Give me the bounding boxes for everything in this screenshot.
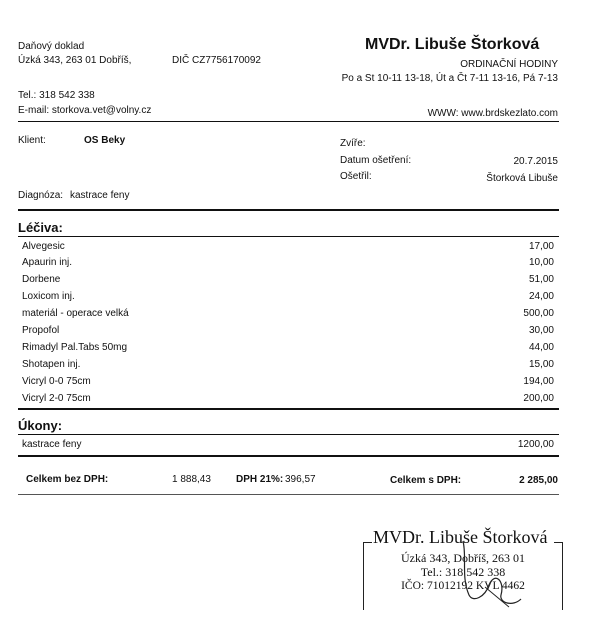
clinic-email: E-mail: storkova.vet@volny.cz [18, 105, 152, 116]
vat-amount: 396,57 [285, 474, 316, 485]
medicines-title-underline [18, 236, 559, 237]
diagnosis-value: kastrace feny [70, 190, 130, 201]
medicine-row [22, 308, 554, 321]
medicines-divider [18, 408, 559, 410]
medicine-price: 15,00 [528, 359, 554, 370]
medicine-name: Propofol [22, 325, 60, 336]
medicine-name: Loxicom inj. [22, 291, 75, 302]
medicine-row [22, 376, 554, 389]
stamp-id: IČO: 71012192 KVL 4462 [401, 580, 525, 592]
animal-label: Zvíře: [340, 138, 366, 149]
medicine-name: Alvegesic [22, 241, 65, 252]
procedures-title-underline [18, 434, 559, 435]
totals-divider [18, 494, 559, 495]
treatment-date-label: Datum ošetření: [340, 155, 412, 166]
medicine-name: Vicryl 2-0 75cm [22, 393, 91, 404]
clinic-stamp [363, 527, 563, 611]
client-divider [18, 209, 559, 211]
stamp-address: Úzká 343, Dobříš, 263 01 [401, 551, 525, 565]
medicine-row [22, 342, 554, 355]
client-name: OS Beky [84, 135, 126, 146]
procedure-name: kastrace feny [22, 439, 82, 450]
stamp-name: MVDr. Libuše Štorková [373, 527, 548, 547]
signature-icon [455, 537, 535, 611]
clinic-address: Úzká 343, 263 01 Dobříš, [18, 55, 132, 66]
office-hours-title: ORDINAČNÍ HODINY [460, 59, 558, 70]
medicine-name: Vicryl 0-0 75cm [22, 376, 91, 387]
document-type: Daňový doklad [18, 41, 85, 52]
clinic-phone: Tel.: 318 542 338 [18, 90, 95, 101]
treatment-date: 20.7.2015 [513, 156, 558, 167]
medicine-row [22, 291, 554, 304]
procedure-row [22, 439, 554, 452]
medicines-title: Léčiva: [18, 220, 63, 235]
medicine-name: materiál - operace velká [22, 308, 129, 319]
medicine-price: 10,00 [528, 257, 554, 268]
tax-id: DIČ CZ7756170092 [172, 55, 261, 66]
medicine-price: 51,00 [528, 274, 554, 285]
diagnosis-label: Diagnóza: [18, 190, 64, 201]
total-without-vat-label: Celkem bez DPH: [26, 474, 109, 485]
office-hours: Po a St 10-11 13-18, Út a Čt 7-11 13-16, Pá 7-13 [341, 73, 558, 84]
medicine-price: 44,00 [528, 342, 554, 353]
header-divider [18, 121, 559, 122]
stamp-phone: Tel.: 318 542 338 [420, 565, 506, 579]
medicine-row [22, 257, 554, 270]
procedures-divider [18, 455, 559, 457]
medicine-row [22, 241, 554, 254]
medicine-name: Shotapen inj. [22, 359, 81, 370]
procedures-title: Úkony: [18, 418, 63, 433]
medicine-price: 194,00 [523, 376, 554, 387]
medicine-price: 200,00 [523, 393, 554, 404]
clinic-name: MVDr. Libuše Štorková [365, 36, 540, 53]
total-without-vat: 1 888,43 [172, 474, 211, 485]
medicine-row [22, 359, 554, 372]
medicine-price: 17,00 [528, 241, 554, 252]
clinic-website: WWW: www.brdskezlato.com [427, 108, 558, 119]
medicine-price: 500,00 [523, 308, 554, 319]
total-with-vat-label: Celkem s DPH: [390, 475, 462, 486]
treated-by-label: Ošetřil: [340, 171, 372, 182]
medicine-name: Dorbene [22, 274, 61, 285]
treated-by: Štorková Libuše [486, 173, 558, 184]
medicine-price: 24,00 [528, 291, 554, 302]
total-with-vat: 2 285,00 [519, 475, 558, 486]
medicine-name: Rimadyl Pal.Tabs 50mg [22, 342, 128, 353]
medicine-name: Apaurin inj. [22, 257, 73, 268]
medicine-price: 30,00 [528, 325, 554, 336]
procedure-price: 1200,00 [517, 439, 554, 450]
medicine-row [22, 274, 554, 287]
vat-label: DPH 21%: [236, 474, 284, 485]
medicine-row [22, 393, 554, 406]
client-label: Klient: [18, 135, 46, 146]
medicine-row [22, 325, 554, 338]
stamp-bracket-left [363, 542, 372, 543]
